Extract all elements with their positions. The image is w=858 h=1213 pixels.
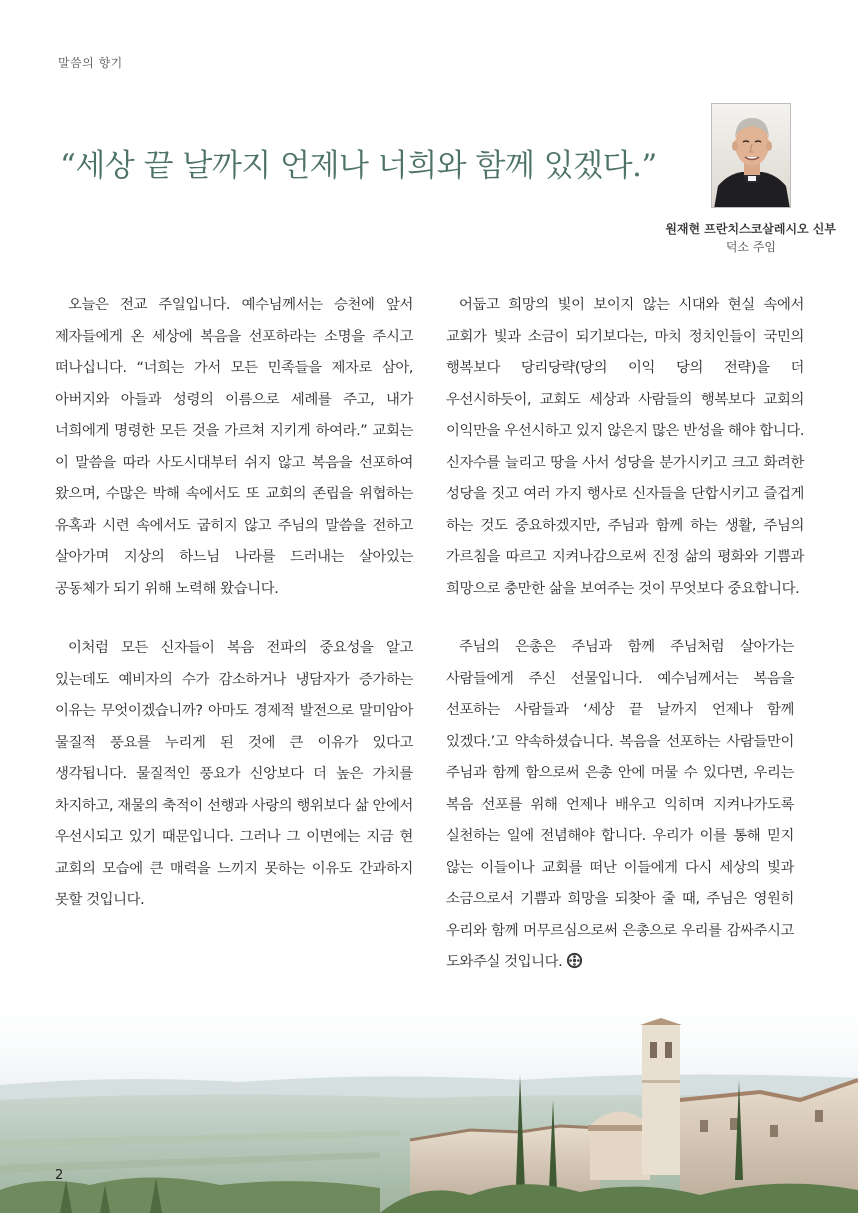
author-name: 원재현 프란치스코살레시오 신부	[665, 222, 836, 236]
article-paragraph-final	[446, 632, 794, 979]
landscape-illustration	[0, 980, 858, 1213]
article-paragraph-text: 주님의 은총은 주님과 함께 주님처럼 살아가는 사람들에게 주신 선물입니다. 예수님께서는 복음을 선포하는 사람들과 ‘세상 끝 날까지 언제나 함께 있겠다.’고 약속하셨습니다. 복음을 선포하는 사람들만이 주님과 함께 함으로써 은총 안에 머물 수 있다면, 우리는 복음 선포를 위해 언제나 배우고 익히며 지켜나가도록 실천하는 일에 전념해야 합니다. 우리가 이를 통해 믿지 않는 이들이나 교회를 떠난 이들에게 다시 세상의 빛과 소금으로서 기쁨과 희망을 되찾아 줄 때, 주님은 영원히 우리와 함께 머무르심으로써 은총으로 우리를 감싸주시고 도와주실 것입니다.	[446, 639, 794, 970]
article-paragraph: 어둡고 희망의 빛이 보이지 않는 시대와 현실 속에서 교회가 빛과 소금이 되기보다는, 마치 정치인들이 국민의 행복보다 당리당략(당의 이익 당의 전략)을 더 우선시하듯이, 교회도 세상과 사람들의 행복보다 교회의 이익만을 우선시하고 있지 않은지 많은 반성을 해야 합니다. 신자수를 늘리고 땅을 사서 성당을 분가시키고 크고 화려한 성당을 짓고 여러 가지 행사로 신자들을 단합시키고 즐겁게 하는 것도 중요하겠지만, 주님과 함께 하는 생활, 주님의 가르침을 따르고 지켜나감으로써 진정 삶의 평화와 기쁨과 희망으로 충만한 삶을 보여주는 것이 무엇보다 중요합니다.	[446, 297, 804, 597]
article-paragraph: 오늘은 전교 주일입니다. 예수님께서는 승천에 앞서 제자들에게 온 세상에 복음을 선포하라는 소명을 주시고 떠나십니다. “너희는 가서 모든 민족들을 제자로 삼아, 아버지와 아들과 성령의 이름으로 세례를 주고, 내가 너희에게 명령한 모든 것을 가르쳐 지키게 하여라.” 교회는 이 말씀을 따라 사도시대부터 쉬지 않고 복음을 선포하여 왔으며, 수많은 박해 속에서도 또 교회의 존립을 위협하는 유혹과 시련 속에서도 굽히지 않고 주님의 말씀을 전하고 살아가며 지상의 하느님 나라를 드러내는 살아있는 공동체가 되기 위해 노력해 왔습니다.	[55, 297, 413, 597]
author-portrait	[711, 103, 791, 208]
article-title: “세상 끝 날까지 언제나 너희와 함께 있겠다.”	[60, 148, 657, 184]
end-of-article-icon	[566, 952, 583, 969]
author-role: 덕소 주임	[725, 240, 776, 254]
article-paragraph: 이처럼 모든 신자들이 복음 전파의 중요성을 알고 있는데도 예비자의 수가 감소하거나 냉담자가 증가하는 이유는 무엇이겠습니까? 아마도 경제적 발전으로 말미암아 물질적 풍요를 누리게 된 것에 큰 이유가 있다고 생각됩니다. 물질적인 풍요가 신앙보다 더 높은 가치를 차지하고, 재물의 축적이 선행과 사랑의 행위보다 삶 안에서 우선시되고 있기 때문입니다. 그러나 그 이면에는 지금 현 교회의 모습에 큰 매력을 느끼지 못하는 이유도 간과하지 못할 것입니다.	[55, 640, 413, 908]
page-number: 2	[55, 1168, 64, 1183]
author-portrait-image	[712, 104, 791, 208]
article-column-right	[446, 290, 804, 1007]
section-label: 말씀의 향기	[58, 56, 123, 70]
article-column-left	[55, 290, 413, 945]
